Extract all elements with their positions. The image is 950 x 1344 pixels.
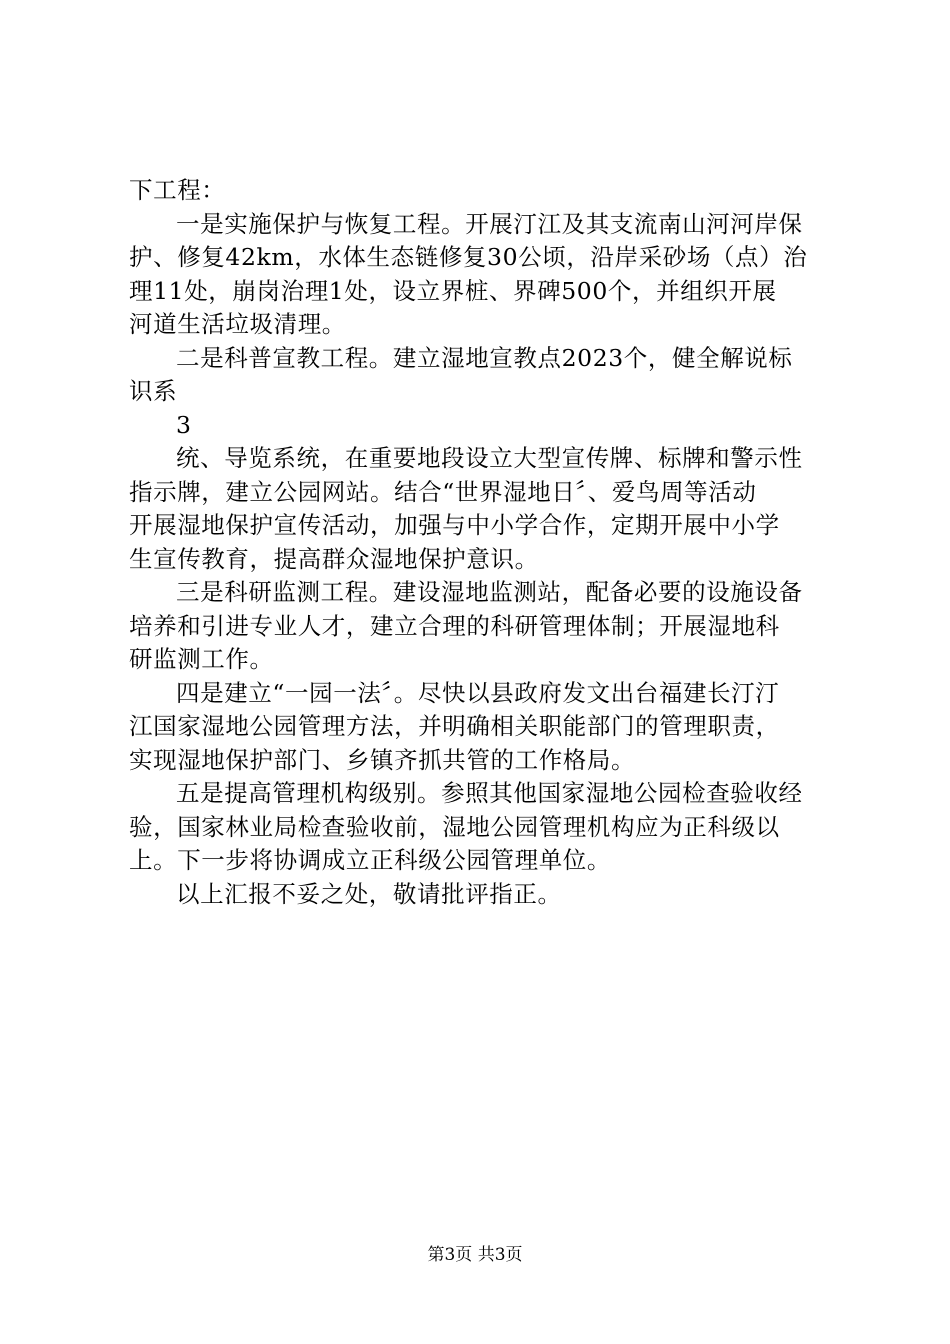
document-body <box>129 174 837 911</box>
text-line: 河道生活垃圾清理。 <box>129 310 346 338</box>
text-line: 理11处，崩岗治理1处，设立界桩、界碑500个，并组织开展 <box>129 276 777 305</box>
text-line: 以上汇报不妥之处，敬请批评指正。 <box>176 879 562 908</box>
text-line: 研监测工作。 <box>129 645 274 673</box>
text-line: 实现湿地保护部门、乡镇齐抓共管的工作格局。 <box>129 745 636 774</box>
text-line: 培养和引进专业人才，建立合理的科研管理体制；开展湿地科 <box>129 611 780 640</box>
text-line: 识系 <box>129 377 178 405</box>
embedded-page-number: 3 <box>176 410 192 439</box>
text-line: 江国家湿地公园管理方法，并明确相关职能部门的管理职责， <box>129 712 780 740</box>
text-line: 上。下一步将协调成立正科级公园管理单位。 <box>129 846 611 874</box>
text-line: 下工程： <box>129 176 226 204</box>
text-line: 二是科普宣教工程。建立湿地宣教点2023个，健全解说标 <box>176 343 793 372</box>
text-line: 四是建立“一园一法〞。尽快以县政府发文出台福建长汀汀 <box>176 678 780 707</box>
text-line: 生宣传教育，提高群众湿地保护意识。 <box>129 544 539 573</box>
text-line: 统、导览系统，在重要地段设立大型宣传牌、标牌和警示性 <box>176 444 803 472</box>
text-line: 三是科研监测工程。建设湿地监测站，配备必要的设施设备 <box>176 578 803 606</box>
page-number-label: 第3页 共3页 <box>427 1245 523 1265</box>
text-line: 指示牌，建立公园网站。结合“世界湿地日〞、爱鸟周等活动 <box>129 477 757 506</box>
text-line: 五是提高管理机构级别。参照其他国家湿地公园检查验收经 <box>176 779 803 807</box>
text-line: 护、修复42km，水体生态链修复30公顷，沿岸采砂场（点）治 <box>129 243 808 271</box>
text-line: 开展湿地保护宣传活动，加强与中小学合作，定期开展中小学 <box>129 511 780 539</box>
page-footer <box>0 1244 950 1266</box>
text-line: 验，国家林业局检查验收前，湿地公园管理机构应为正科级以 <box>129 812 780 841</box>
text-line: 一是实施保护与恢复工程。开展汀江及其支流南山河河岸保 <box>176 209 803 238</box>
